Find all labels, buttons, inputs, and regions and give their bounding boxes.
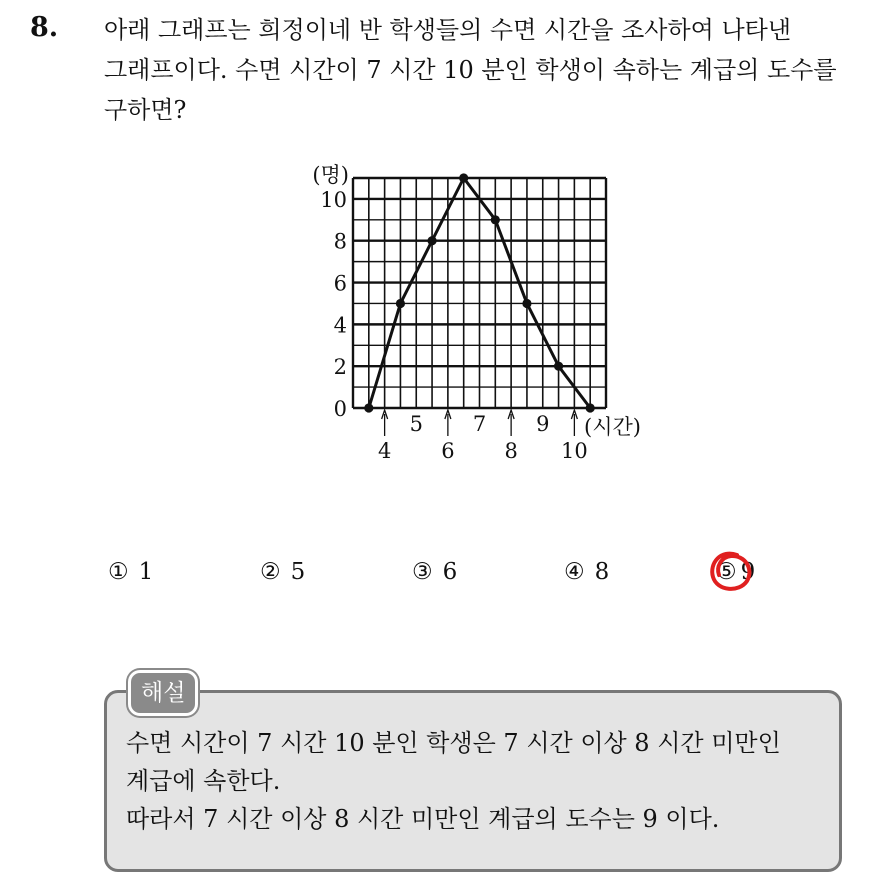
data-point — [427, 236, 436, 245]
x-axis-label: (시간) — [584, 415, 641, 439]
choice-mark: ② — [260, 559, 281, 585]
choice-mark: ① — [108, 559, 129, 585]
question-line: 구하면? — [104, 96, 187, 124]
choice-4[interactable] — [564, 559, 609, 585]
solution-tag: 해설 — [128, 670, 198, 716]
x-tick-label: 4 — [377, 439, 392, 463]
choice-3[interactable] — [412, 559, 457, 585]
choice-value: 6 — [442, 559, 458, 585]
data-point — [554, 362, 563, 371]
y-tick-label: 10 — [320, 187, 347, 212]
solution-line: 계급에 속한다. — [126, 767, 281, 795]
data-point — [364, 403, 373, 412]
choice-value: 5 — [290, 559, 306, 585]
choice-mark: ④ — [564, 559, 585, 585]
y-tick-label: 8 — [333, 229, 347, 254]
question-line: 그래프이다. 수면 시간이 7 시간 10 분인 학생이 속하는 계급의 도수를 — [104, 56, 837, 84]
data-point — [459, 173, 468, 182]
solution-line: 수면 시간이 7 시간 10 분인 학생은 7 시간 이상 8 시간 미만인 — [126, 729, 781, 757]
data-point — [396, 299, 405, 308]
y-tick-label: 2 — [333, 355, 347, 380]
y-axis-label: (명) — [312, 163, 349, 187]
question-number: 8. — [30, 12, 59, 43]
choice-value: 1 — [138, 559, 154, 585]
solution-text — [126, 724, 836, 838]
y-tick-label: 4 — [333, 313, 347, 338]
x-tick-label: 5 — [409, 412, 423, 436]
choice-mark: ⑤ — [716, 559, 737, 585]
x-tick-label: 8 — [504, 439, 518, 463]
data-point — [522, 299, 531, 308]
x-tick-label: 7 — [472, 412, 487, 436]
x-tick-label: 9 — [536, 412, 550, 436]
solution-line: 따라서 7 시간 이상 8 시간 미만인 계급의 도수는 9 이다. — [126, 805, 720, 833]
choice-1[interactable] — [108, 559, 153, 585]
choice-value: 9 — [740, 559, 756, 585]
choice-2[interactable] — [260, 559, 305, 585]
x-tick-label: 6 — [441, 439, 455, 463]
data-point — [491, 215, 500, 224]
choice-mark: ③ — [412, 559, 433, 585]
y-tick-label: 0 — [333, 397, 347, 421]
y-tick-label: 6 — [333, 271, 347, 296]
question-line: 아래 그래프는 희정이네 반 학생들의 수면 시간을 조사하여 나타낸 — [104, 16, 791, 44]
answer-circle-mark — [707, 547, 755, 595]
x-tick-label: 10 — [561, 439, 588, 463]
data-point — [586, 403, 595, 412]
choice-value: 8 — [594, 559, 610, 585]
